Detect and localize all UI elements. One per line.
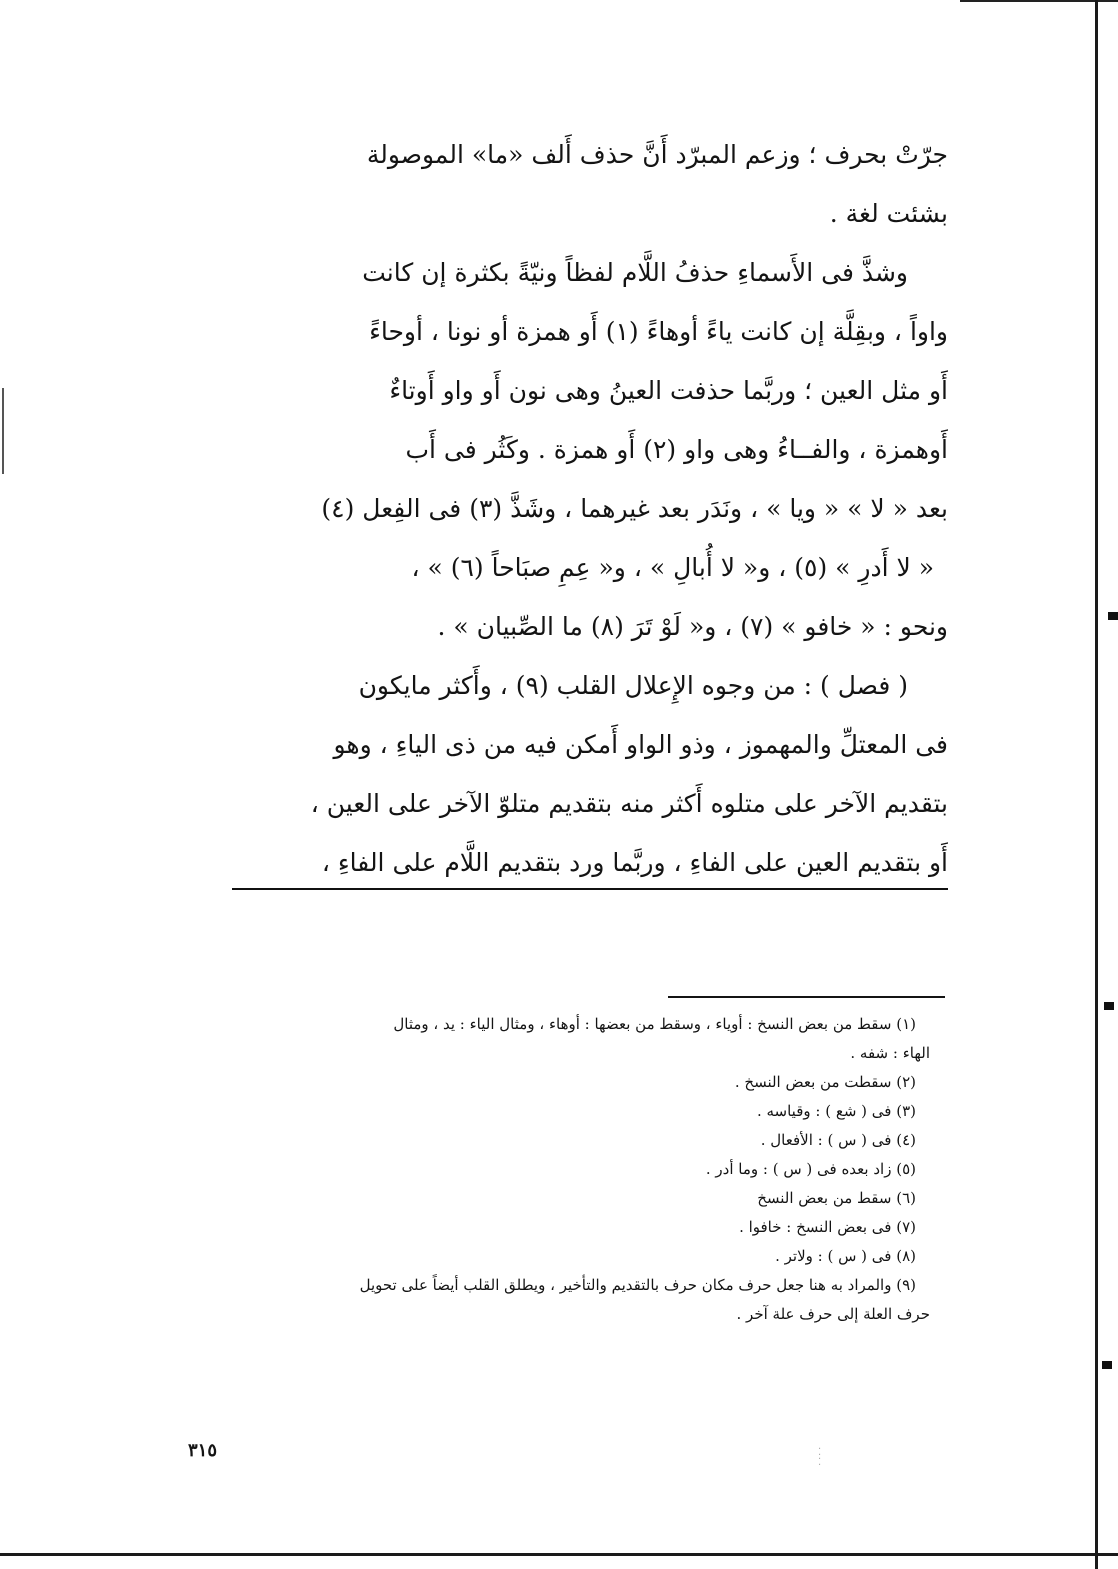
footnote-5: (٥) زاد بعده فى ( س ) : وما أدر .	[705, 1160, 916, 1178]
text-line: « لا أَدرِ » (٥) ، و« لا أُبالِ » ، و« عِمِ صبَاحاً (٦) » ،	[411, 553, 934, 582]
text-line: بتقديم الآخر على متلوه أَكثر منه بتقديم متلوّ الآخر على العين ،	[310, 789, 948, 818]
footnote-9: (٩) والمراد به هنا جعل حرف مكان حرف بالتقديم والتأخير ، ويطلق القلب أيضاً على تحويل	[359, 1276, 916, 1294]
text-line: ونحو : « خافو » (٧) ، و« لَوْ تَرَ (٨) ما الصِّبيان » .	[437, 612, 948, 641]
main-text-body	[232, 125, 948, 890]
edge-mark	[1102, 1361, 1112, 1369]
text-line: فى المعتلِّ والمهموز ، وذو الواو أَمكن فيه من ذى الياءِ ، وهو	[333, 730, 948, 759]
footnote-8: (٨) فى ( س ) : ولاتر .	[775, 1247, 916, 1265]
section-heading-line: ( فصل ) : من وجوه الإِعلال القلب (٩) ، وأَكثر مايكون	[358, 671, 908, 700]
scan-speck: ⁚ ⁚	[818, 1447, 822, 1468]
text-line: أَوهمزة ، والفــاءُ وهى واو (٢) أَو همزة . وكَثُر فى أَب	[405, 435, 948, 464]
text-line: أَو بتقديم العين على الفاءِ ، وربَّما ورد بتقديم اللَّام على الفاءِ ،	[232, 833, 948, 890]
edge-mark	[1104, 1002, 1114, 1010]
footnote-9-continued: حرف العلة إلى حرف علة آخر .	[736, 1305, 930, 1323]
text-line: بعد « لا » « ويا » ، ونَدَر بعد غيرهما ، وشَذَّ (٣) فى الفِعل (٤)	[321, 494, 948, 523]
text-line: وشذَّ فى الأَسماءِ حذفُ اللَّام لفظاً ونيّةً بكثرة إن كانت	[362, 258, 908, 287]
scan-mark-left	[2, 388, 4, 474]
footnote-divider	[668, 996, 945, 998]
page-number: ٣١٥	[188, 1440, 218, 1461]
footnote-1-continued: الهاء : شفه .	[850, 1044, 930, 1062]
text-line: جرّتْ بحرف ؛ وزعم المبرّد أَنَّ حذف أَلف «ما» الموصولة	[366, 140, 948, 169]
text-line: واواً ، وبقِلَّة إن كانت ياءً أوهاءً (١) أَو همزة أو نونا ، أوحاءً	[369, 317, 948, 346]
footnote-2: (٢) سقطت من بعض النسخ .	[734, 1073, 916, 1091]
scan-border-right	[1095, 0, 1098, 1569]
footnote-4: (٤) فى ( س ) : الأفعال .	[760, 1131, 916, 1149]
footnotes	[192, 1010, 930, 1329]
text-line: بشئت لغة .	[829, 199, 948, 228]
footnote-3: (٣) فى ( شع ) : وقياسه .	[756, 1102, 916, 1120]
text-line: أَو مثل العين ؛ وربَّما حذفت العينُ وهى نون أَو واو أَوتاءٌ	[389, 376, 948, 405]
edge-mark	[1108, 612, 1118, 620]
footnote-6: (٦) سقط من بعض النسخ	[757, 1189, 916, 1207]
footnote-7: (٧) فى بعض النسخ : خافوا .	[739, 1218, 916, 1236]
scan-border-bottom	[0, 1553, 1118, 1556]
footnote-1: (١) سقط من بعض النسخ : أوياء ، وسقط من بعضها : أوهاء ، ومثال الياء : يد ، ومثال	[393, 1015, 916, 1033]
